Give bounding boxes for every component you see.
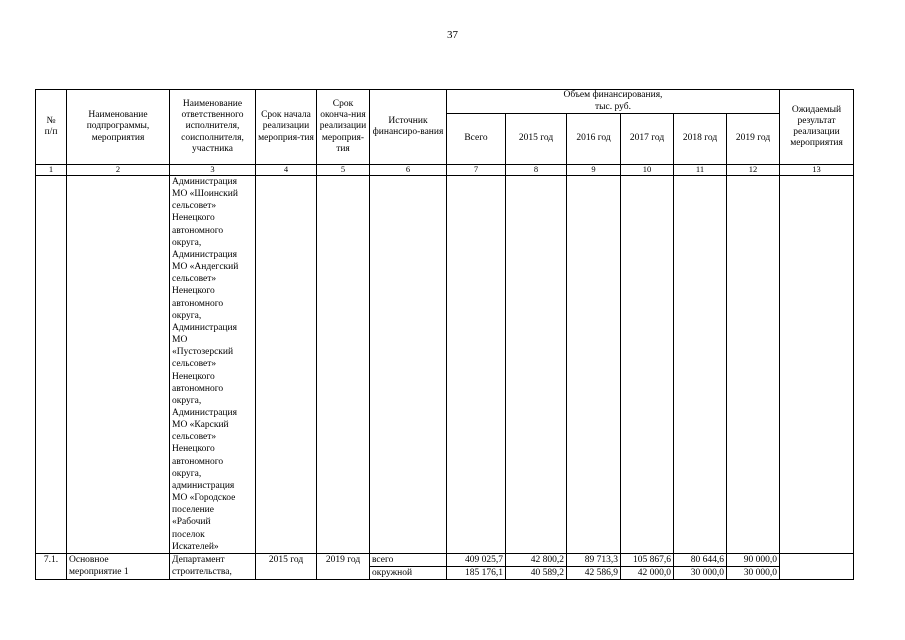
executor-line: МО «Городское — [172, 493, 236, 504]
executor-line: округа, — [172, 395, 202, 406]
column-number: 13 — [780, 165, 854, 176]
executor-line: поселение — [172, 505, 214, 516]
row-end: 2019 год — [317, 553, 370, 579]
header-2019: 2019 год — [727, 114, 780, 165]
column-number: 7 — [447, 165, 506, 176]
header-2016: 2016 год — [567, 114, 621, 165]
continuation-row — [36, 176, 854, 554]
executor-line: МО — [172, 335, 188, 346]
executor-line: автономного — [172, 383, 224, 394]
header-result: Ожидаемый результат реализации мероприятия — [780, 90, 854, 165]
column-number: 2 — [67, 165, 170, 176]
header-end: Срок оконча-ния реализации мероприя-тия — [317, 90, 370, 165]
row-2019: 90 000,0 — [727, 553, 780, 566]
table-row-7-1 — [36, 553, 854, 566]
column-number: 1 — [36, 165, 67, 176]
row-total: 185 176,1 — [447, 567, 506, 580]
header-financing-line2: тыс. руб. — [595, 101, 631, 112]
executor-line: Искателей» — [172, 541, 219, 552]
header-2018: 2018 год — [674, 114, 727, 165]
header-financing-group — [447, 90, 780, 114]
column-number: 5 — [317, 165, 370, 176]
empty-cell — [447, 176, 506, 554]
executor-list-cell — [170, 176, 256, 554]
empty-cell — [780, 176, 854, 554]
empty-cell — [674, 176, 727, 554]
header-num — [36, 90, 67, 165]
executor-line: Администрация — [172, 177, 237, 187]
executor-line: МО «Андегский — [172, 262, 239, 273]
empty-cell — [506, 176, 567, 554]
empty-cell — [621, 176, 674, 554]
column-number: 4 — [256, 165, 317, 176]
executor-line: Администрация — [172, 407, 237, 418]
row-2016: 89 713,3 — [567, 553, 621, 566]
executor-line: Администрация — [172, 249, 237, 260]
column-number: 10 — [621, 165, 674, 176]
header-financing-line1: Объем финансирования, — [563, 90, 663, 101]
row-source: всего — [370, 553, 447, 566]
executor-line: сельсовет» — [172, 359, 217, 370]
row-source: окружной — [370, 567, 447, 580]
empty-cell — [317, 176, 370, 554]
column-number: 11 — [674, 165, 727, 176]
header-num-line2: п/п — [44, 127, 58, 137]
executor-line: Ненецкого — [172, 213, 215, 224]
row-2017: 42 000,0 — [621, 567, 674, 580]
executor-line: Ненецкого — [172, 286, 215, 297]
row-2015: 42 800,2 — [506, 553, 567, 566]
row-executor-line2: строительства, — [172, 567, 232, 577]
column-number: 3 — [170, 165, 256, 176]
executor-line: «Рабочий — [172, 517, 211, 528]
executor-line: МО «Шоинский — [172, 189, 238, 200]
column-number: 9 — [567, 165, 621, 176]
header-source: Источник финансиро-вания — [370, 90, 447, 165]
empty-cell — [370, 176, 447, 554]
executor-line: сельсовет» — [172, 432, 217, 443]
row-result — [780, 553, 854, 579]
row-name — [67, 553, 170, 579]
executor-line: администрация — [172, 480, 235, 491]
row-2018: 30 000,0 — [674, 567, 727, 580]
empty-cell — [256, 176, 317, 554]
row-total: 409 025,7 — [447, 553, 506, 566]
row-name-line1: Основное — [69, 554, 109, 565]
empty-cell — [727, 176, 780, 554]
header-num-line1: № — [46, 115, 56, 126]
row-executor — [170, 553, 256, 579]
column-number-row — [36, 165, 854, 176]
executor-line: округа, — [172, 237, 202, 248]
empty-cell — [36, 176, 67, 554]
executor-line: сельсовет» — [172, 201, 217, 212]
column-number: 12 — [727, 165, 780, 176]
executor-line: автономного — [172, 298, 224, 309]
executor-line: автономного — [172, 225, 224, 236]
header-2017: 2017 год — [621, 114, 674, 165]
executor-line: поселок — [172, 529, 205, 540]
header-name: Наименование подпрограммы, мероприятия — [67, 90, 170, 165]
executor-line: Ненецкого — [172, 371, 215, 382]
header-total: Всего — [447, 114, 506, 165]
executor-line: округа, — [172, 310, 202, 321]
row-name-line2: мероприятие 1 — [69, 567, 129, 577]
executor-line: сельсовет» — [172, 274, 217, 285]
header-2015: 2015 год — [506, 114, 567, 165]
row-2017: 105 867,6 — [621, 553, 674, 566]
executor-line: автономного — [172, 456, 224, 467]
header-executor: Наименование ответственного исполнителя, соисполнителя, участника — [170, 90, 256, 165]
executor-line: Администрация — [172, 322, 237, 333]
header-start: Срок начала реализации мероприя-тия — [256, 90, 317, 165]
page-number: 37 — [447, 29, 458, 41]
row-2018: 80 644,6 — [674, 553, 727, 566]
column-number: 8 — [506, 165, 567, 176]
row-executor-line1: Департамент — [172, 554, 225, 565]
executor-line: округа, — [172, 468, 202, 479]
executor-line: «Пустозерский — [172, 347, 234, 358]
row-number: 7.1. — [36, 553, 67, 579]
row-start: 2015 год — [256, 553, 317, 579]
column-number: 6 — [370, 165, 447, 176]
financing-table — [35, 89, 854, 580]
row-2016: 42 586,9 — [567, 567, 621, 580]
empty-cell — [67, 176, 170, 554]
row-2019: 30 000,0 — [727, 567, 780, 580]
executor-line: Ненецкого — [172, 444, 215, 455]
empty-cell — [567, 176, 621, 554]
executor-line: МО «Карский — [172, 420, 229, 431]
row-2015: 40 589,2 — [506, 567, 567, 580]
